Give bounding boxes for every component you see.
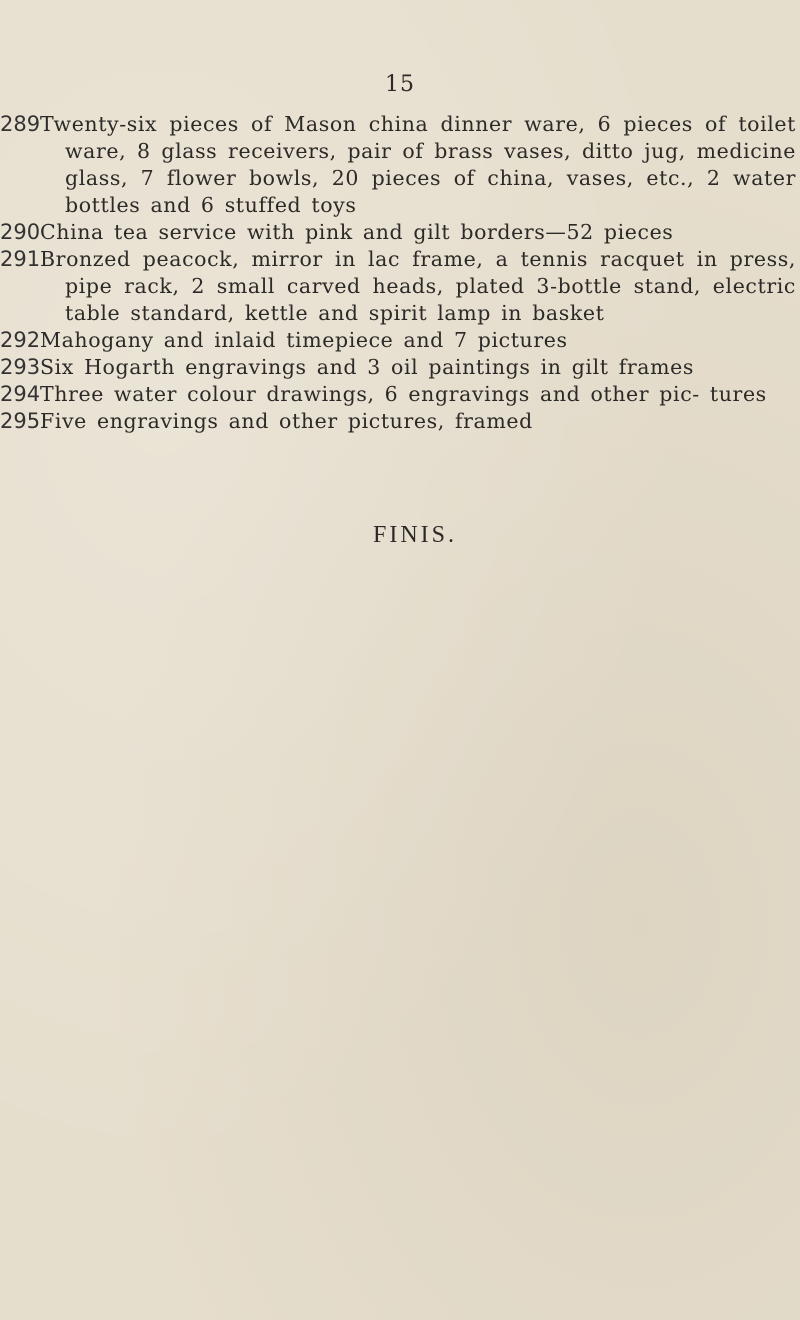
- lot-number: 294: [0, 382, 41, 406]
- page-number: 15: [385, 72, 415, 97]
- lot-description: Mahogany and inlaid timepiece and 7 pictures: [40, 328, 568, 352]
- lot-entry: [0, 219, 796, 246]
- lot-number: 290: [0, 220, 41, 244]
- lot-entry: [0, 111, 796, 219]
- lot-entry: [0, 381, 796, 408]
- lot-number: 295: [0, 409, 41, 433]
- lot-description: Five engravings and other pictures, framed: [40, 409, 533, 433]
- lot-number: 289: [0, 112, 41, 136]
- lot-description: Six Hogarth engravings and 3 oil paintings in gilt frames: [40, 355, 694, 379]
- lot-number: 292: [0, 328, 41, 352]
- lot-description: Bronzed peacock, mirror in lac frame, a tennis racquet in press, pipe rack, 2 small carved heads, plated 3-bottle stand, electric table standard, kettle and spirit lamp in basket: [40, 247, 796, 325]
- lot-list: [0, 111, 796, 435]
- lot-entry: [0, 354, 796, 381]
- lot-description: Twenty-six pieces of Mason china dinner ware, 6 pieces of toilet ware, 8 glass receivers, pair of brass vases, ditto jug, medicine glass, 7 flower bowls, 20 pieces of china, vases, etc., 2 water bottles and 6 stuffed toys: [40, 112, 796, 217]
- lot-number: 291: [0, 247, 41, 271]
- closing-text: FINIS.: [372, 522, 457, 548]
- lot-number: 293: [0, 355, 41, 379]
- lot-description: Three water colour drawings, 6 engravings and other pic- tures: [40, 382, 767, 406]
- lot-entry: [0, 327, 796, 354]
- lot-entry: [0, 246, 796, 327]
- lot-entry: [0, 408, 796, 435]
- lot-description: China tea service with pink and gilt borders—52 pieces: [40, 220, 674, 244]
